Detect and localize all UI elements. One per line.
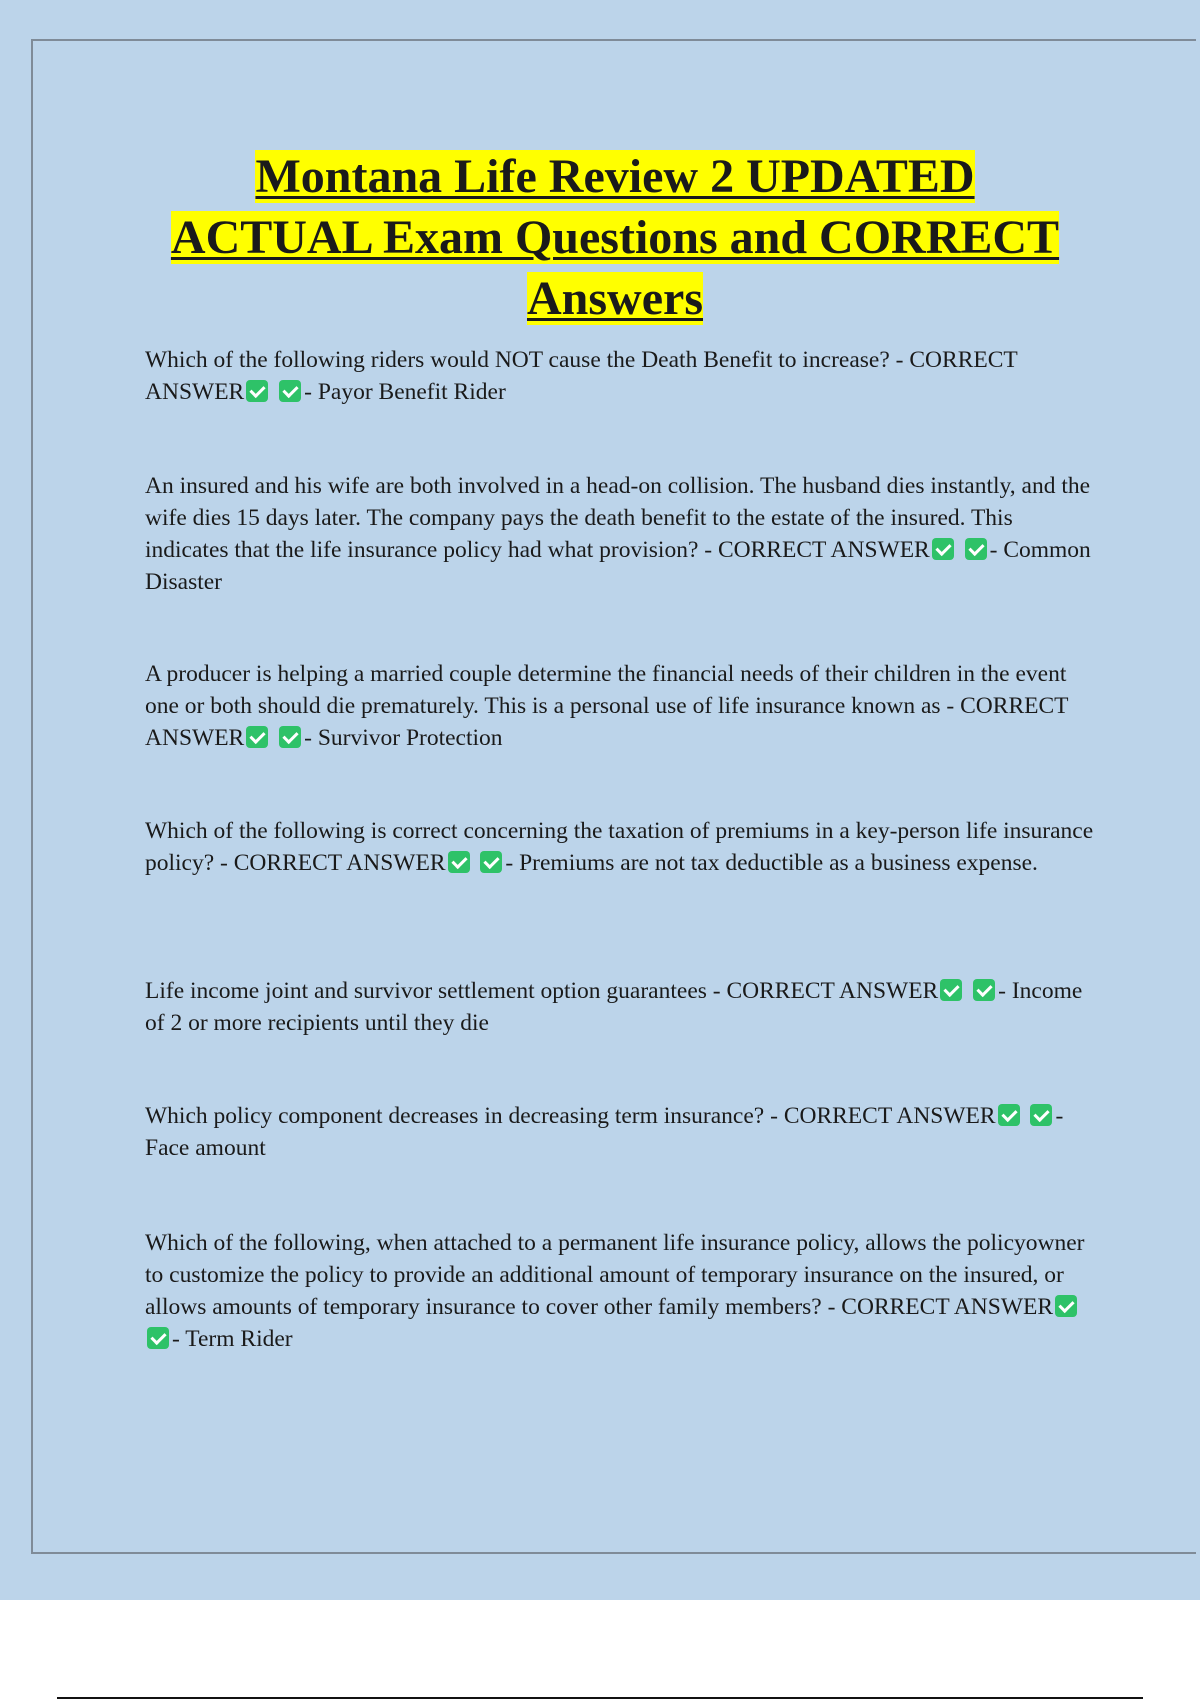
qa-item: Which of the following riders would NOT cause the Death Benefit to increase? - CORRECT ANSWER - Payor Benefit Rider: [145, 347, 1018, 405]
qa-item: Which of the following is correct concerning the taxation of premiums in a key-person life insurance policy? - CORRECT ANSWER - Premiums are not tax deductible as a business expense.: [145, 818, 1094, 876]
checkmark-icon: [1030, 1104, 1052, 1126]
checkmark-icon: [147, 1327, 169, 1349]
question-text: An insured and his wife are both involved in a head-on collision. The husband dies instantly, and the wife dies 15 days later. The company pays the death benefit to the estate of the insured. This indicates that the life insurance policy had what provision? -: [145, 473, 1091, 563]
answer-text: Income of 2 or more recipients until they die: [145, 978, 1083, 1036]
checkmark-icon: [279, 726, 301, 748]
checkmark-icon: [246, 380, 268, 402]
answer-text: Payor Benefit Rider: [317, 379, 506, 405]
checkmark-icon: [1055, 1295, 1077, 1317]
answer-text: Term Rider: [185, 1326, 293, 1352]
checkmark-icon: [932, 538, 954, 560]
answer-label: CORRECT ANSWER: [145, 347, 1018, 405]
title-line-3: Answers: [527, 272, 703, 325]
title-line-1: Montana Life Review 2 UPDATED: [255, 150, 975, 203]
question-text: Which of the following is correct concerning the taxation of premiums in a key-person life insurance policy? -: [145, 818, 1094, 876]
checkmark-icon: [998, 1104, 1020, 1126]
question-text: Which of the following riders would NOT cause the Death Benefit to increase? -: [145, 347, 904, 373]
answer-label: CORRECT ANSWER: [233, 850, 446, 876]
checkmark-icon: [279, 380, 301, 402]
question-text: Life income joint and survivor settlement option guarantees -: [145, 978, 721, 1004]
question-text: Which of the following, when attached to a permanent life insurance policy, allows the policyowner to customize the policy to provide an additional amount of temporary insurance on the insured, or allows amounts of temporary insurance to cover other family members? -: [145, 1230, 1085, 1320]
qa-item: Which of the following, when attached to a permanent life insurance policy, allows the policyowner to customize the policy to provide an additional amount of temporary insurance on the insured, or allows amounts of temporary insurance to cover other family members? - CORRECT ANSWER - Term Rider: [145, 1230, 1085, 1352]
footer-divider: [57, 1697, 1143, 1699]
checkmark-icon: [480, 851, 502, 873]
answer-text: Common Disaster: [145, 537, 1091, 595]
checkmark-icon: [940, 979, 962, 1001]
qa-item: Life income joint and survivor settlement option guarantees - CORRECT ANSWER - Income of 2 or more recipients until they die: [145, 978, 1083, 1036]
answer-text: Face amount: [145, 1135, 266, 1161]
question-text: A producer is helping a married couple determine the financial needs of their children in the event one or both should die prematurely. This is a personal use of life insurance known as -: [145, 661, 1067, 719]
answer-text: Premiums are not tax deductible as a business expense.: [519, 850, 1038, 876]
checkmark-icon: [973, 979, 995, 1001]
qa-item: An insured and his wife are both involved in a head-on collision. The husband dies instantly, and the wife dies 15 days later. The company pays the death benefit to the estate of the insured. This indicates that the life insurance policy had what provision? - CORRECT ANSWER - Common Disaster: [145, 473, 1091, 595]
answer-label: CORRECT ANSWER: [717, 537, 930, 563]
question-text: Which policy component decreases in decreasing term insurance? -: [145, 1103, 778, 1129]
checkmark-icon: [246, 726, 268, 748]
answer-label: CORRECT ANSWER: [783, 1103, 996, 1129]
answer-label: CORRECT ANSWER: [726, 978, 939, 1004]
answer-label: CORRECT ANSWER: [145, 693, 1069, 751]
title-line-2: ACTUAL Exam Questions and CORRECT: [170, 211, 1060, 264]
answer-label: CORRECT ANSWER: [841, 1294, 1054, 1320]
qa-item: A producer is helping a married couple determine the financial needs of their children in the event one or both should die prematurely. This is a personal use of life insurance known as - CORRECT ANSWER - Survivor Protection: [145, 661, 1069, 751]
checkmark-icon: [965, 538, 987, 560]
qa-item: Which policy component decreases in decreasing term insurance? - CORRECT ANSWER - Face amount: [145, 1103, 1064, 1161]
checkmark-icon: [448, 851, 470, 873]
answer-text: Survivor Protection: [317, 725, 503, 751]
document-title: [130, 146, 1100, 329]
